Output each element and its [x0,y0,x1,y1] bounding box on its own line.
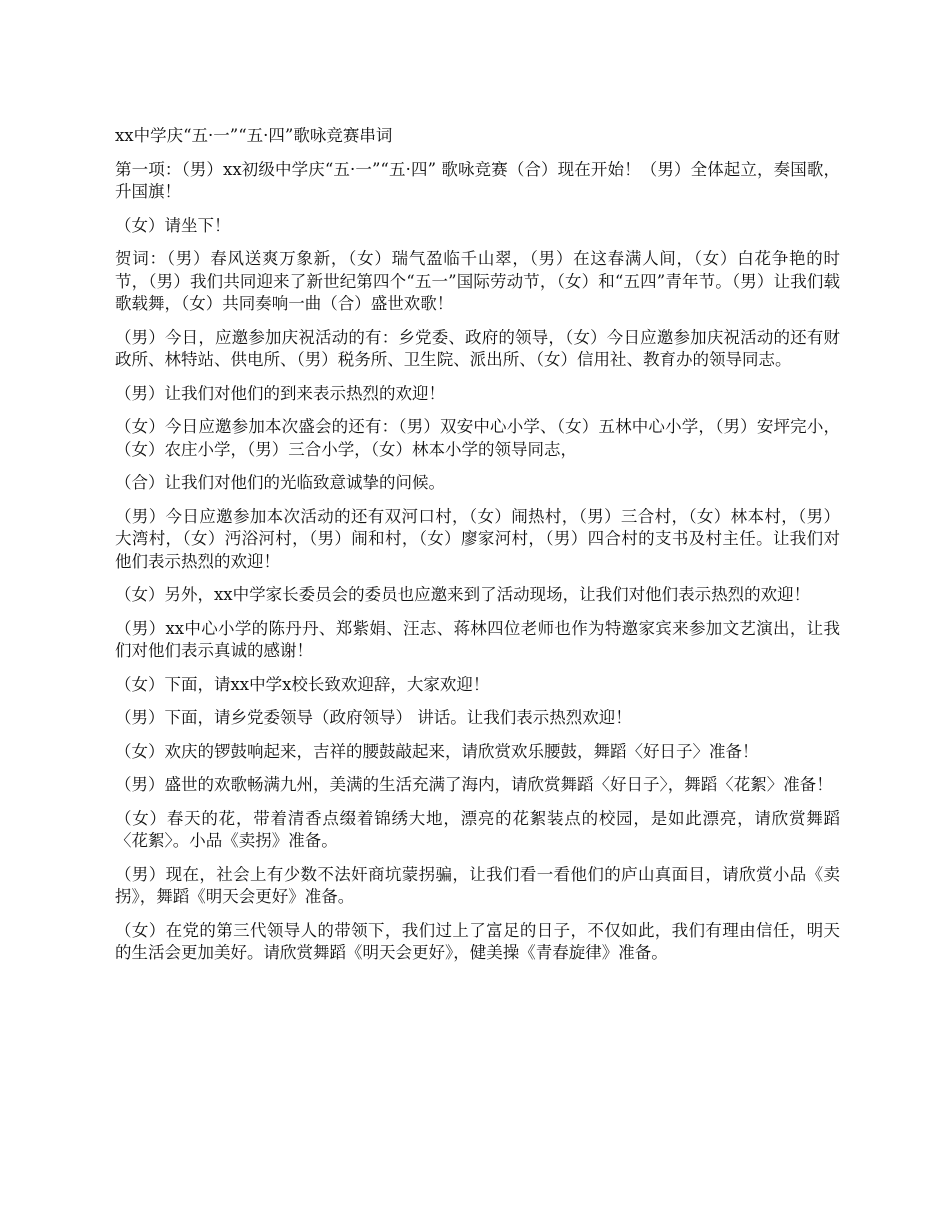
paragraph: （合）让我们对他们的光临致意诚挚的问候。 [115,473,445,492]
paragraph: （女）欢庆的锣鼓响起来，吉祥的腰鼓敲起来，请欣赏欢乐腰鼓，舞蹈〈好日子〉准备！ [115,741,759,761]
paragraph: （男）下面，请乡党委领导（政府领导） 讲话。让我们表示热烈欢迎！ [115,708,632,727]
paragraph-greeting: 贺词：（男）春风送爽万象新，（女）瑞气盈临千山翠，（男）在这春满人间，（女）白花争艳的时节，（男）我们共同迎来了新世纪第四个“五一”国际劳动节，（女）和“五四”青年节。（男）让我们载歌载舞，（女）共同奏响一曲（合）盛世欢歌！ [115,249,840,313]
paragraph: （男）今日应邀参加本次活动的还有双河口村，（女）闹热村，（男）三合村，（女）林本村，（男）大湾村，（女）沔浴河村，（男）闹和村，（女）廖家河村，（男）四合村的支书及村主任。让我们对他们表示热烈的欢迎！ [115,506,840,571]
paragraph: （女）下面，请xx中学x校长致欢迎辞，大家欢迎！ [115,674,490,694]
paragraph: （女）请坐下！ [115,215,231,235]
paragraph-opening: 第一项：（男）xx初级中学庆“五·一”“五·四” 歌咏竞赛（合）现在开始！（男）全体起立，奏国歌，升国旗！ [115,159,840,201]
paragraph: （男）盛世的欢歌畅满九州，美满的生活充满了海内，请欣赏舞蹈〈好日子〉，舞蹈〈花絮〉准备！ [115,775,833,794]
paragraph: （男）现在，社会上有少数不法奸商坑蒙拐骗，让我们看一看他们的庐山真面目，请欣赏小品《卖拐》，舞蹈《明天会更好》准备。 [115,864,840,906]
paragraph: （女）今日应邀参加本次盛会的还有：（男）双安中心小学、（女）五林中心小学，（男）安坪完小，（女）农庄小学，（男）三合小学，（女）林本小学的领导同志， [115,417,840,459]
paragraph: （女）另外，xx中学家长委员会的委员也应邀来到了活动现场，让我们对他们表示热烈的欢迎！ [115,585,811,604]
paragraph: （女）春天的花，带着清香点缀着锦绣大地，漂亮的花絮装点的校园，是如此漂亮，请欣赏舞蹈〈花絮〉。小品《卖拐》准备。 [115,808,840,850]
paragraph: （男）今日，应邀参加庆祝活动的有：乡党委、政府的领导，（女）今日应邀参加庆祝活动的还有财政所、林特站、供电所、（男）税务所、卫生院、派出所、（女）信用社、教育办的领导同志。 [115,327,840,369]
paragraph: （男）xx中心小学的陈丹丹、郑紫娟、汪志、蒋林四位老师也作为特邀家宾来参加文艺演出，让我们对他们表示真诚的感谢！ [115,618,840,660]
paragraph: （男）让我们对他们的到来表示热烈的欢迎！ [115,383,445,403]
paragraph: （女）在党的第三代领导人的带领下，我们过上了富足的日子，不仅如此，我们有理由信任，明天的生活会更加美好。请欣赏舞蹈《明天会更好》，健美操《青春旋律》准备。 [115,920,840,962]
document-title: xx中学庆“五·一”“五·四”歌咏竞赛串词 [115,126,393,145]
document-body [115,125,840,976]
